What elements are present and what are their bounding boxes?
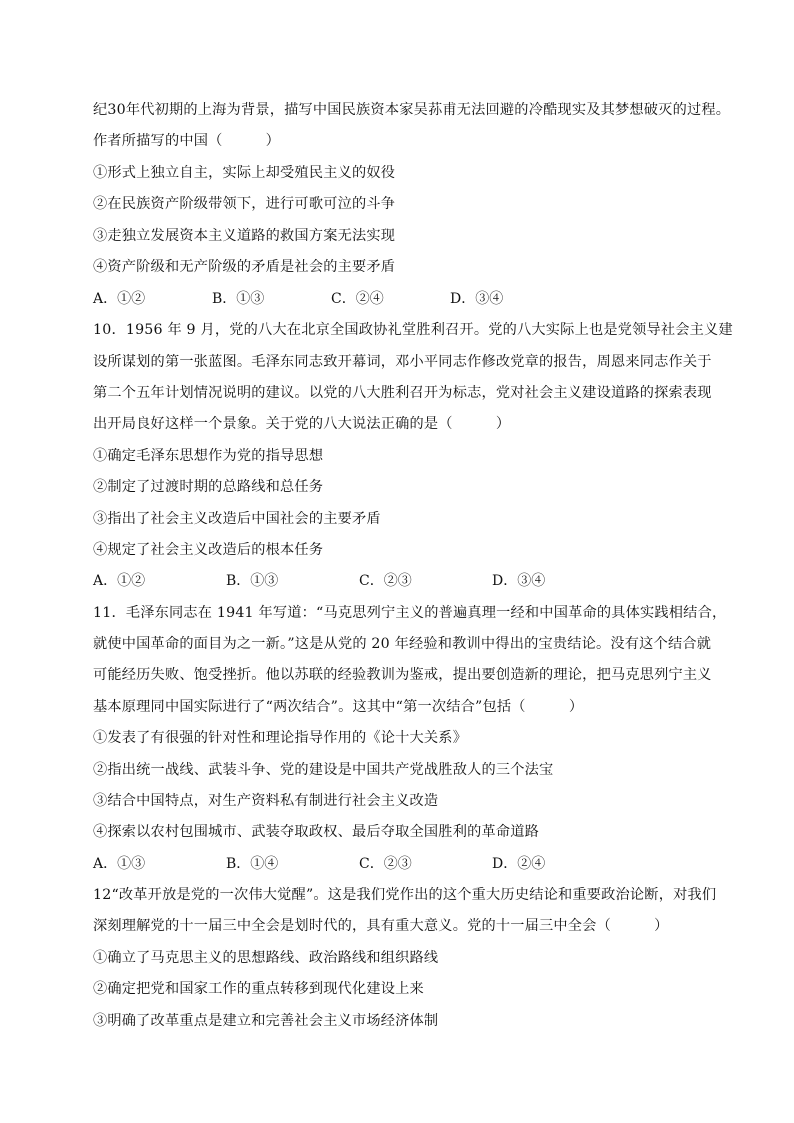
- q11-stem-line-3: 可能经历失败、饱受挫折。他以苏联的经验教训为鉴戒，提出要创造新的理论，把马克思列宁主义: [93, 667, 712, 683]
- q11-stem-line-4: 基本原理同中国实际进行了“两次结合”。这其中“第一次结合”包括（ ）: [93, 699, 584, 715]
- q10-item-4: ④规定了社会主义改造后的根本任务: [93, 542, 324, 558]
- q9-option-c: C．②④: [331, 291, 384, 307]
- q9-item-3: ③走独立发展资本主义道路的救国方案无法实现: [93, 228, 396, 244]
- q10-stem-line-1: 10．1956 年 9 月，党的八大在北京全国政协礼堂胜利召开。党的八大实际上也是党领导社会主义建: [93, 322, 733, 338]
- q11-option-b: B．①④: [226, 856, 279, 872]
- q11-item-2: ②指出统一战线、武装斗争、党的建设是中国共产党战胜敌人的三个法宝: [93, 762, 554, 778]
- q12-item-1: ①确立了马克思主义的思想路线、政治路线和组织路线: [93, 950, 439, 966]
- q12-item-3: ③明确了改革重点是建立和完善社会主义市场经济体制: [93, 1013, 439, 1029]
- q9-option-d: D．③④: [450, 291, 504, 307]
- q9-option-b: B．①③: [212, 291, 265, 307]
- intro-line-1: 纪30年代初期的上海为背景，描写中国民族资本家吴荪甫无法回避的冷酷现实及其梦想破灭的过程。: [93, 102, 731, 118]
- q10-stem-line-4: 出开局良好这样一个景象。关于党的八大说法正确的是（ ）: [93, 416, 511, 432]
- q11-option-c: C．②③: [359, 856, 412, 872]
- q10-item-2: ②制定了过渡时期的总路线和总任务: [93, 479, 324, 495]
- q9-option-a: A．①②: [93, 291, 146, 307]
- q12-stem-line-1: 12“改革开放是党的一次伟大觉醒”。这是我们党作出的这个重大历史结论和重要政治论断，对我们: [93, 887, 717, 903]
- q10-stem-line-3: 第二个五年计划情况说明的建议。以党的八大胜利召开为标志，党对社会主义建设道路的探索表现: [93, 385, 712, 401]
- q12-item-2: ②确定把党和国家工作的重点转移到现代化建设上来: [93, 981, 424, 997]
- q12-stem-line-2: 深刻理解党的十一届三中全会是划时代的，具有重大意义。党的十一届三中全会（ ）: [93, 918, 669, 934]
- q9-item-2: ②在民族资产阶级带领下，进行可歌可泣的斗争: [93, 196, 396, 212]
- q10-item-3: ③指出了社会主义改造后中国社会的主要矛盾: [93, 511, 381, 527]
- q11-item-3: ③结合中国特点，对生产资料私有制进行社会主义改造: [93, 793, 439, 809]
- q10-option-c: C．②③: [359, 573, 412, 589]
- q11-stem-line-1: 11．毛泽东同志在 1941 年写道：“马克思列宁主义的普遍真理一经和中国革命的具体实践相结合，: [93, 605, 727, 621]
- q10-stem-line-2: 设所谋划的第一张蓝图。毛泽东同志致开幕词，邓小平同志作修改党章的报告，周恩来同志作关于: [93, 354, 712, 370]
- q10-item-1: ①确定毛泽东思想作为党的指导思想: [93, 448, 324, 464]
- q11-item-1: ①发表了有很强的针对性和理论指导作用的《论十大关系》: [93, 730, 468, 746]
- q11-option-a: A．①③: [93, 856, 146, 872]
- q11-stem-line-2: 就使中国革命的面目为之一新。”这是从党的 20 年经验和教训中得出的宝贵结论。没有这个结合就: [93, 636, 712, 652]
- q9-item-4: ④资产阶级和无产阶级的矛盾是社会的主要矛盾: [93, 259, 396, 275]
- q10-option-d: D．③④: [492, 573, 546, 589]
- q10-option-b: B．①③: [226, 573, 279, 589]
- q11-option-d: D．②④: [492, 856, 546, 872]
- q11-item-4: ④探索以农村包围城市、武装夺取政权、最后夺取全国胜利的革命道路: [93, 824, 540, 840]
- q9-item-1: ①形式上独立自主，实际上却受殖民主义的奴役: [93, 165, 396, 181]
- intro-line-2: 作者所描写的中国（ ）: [93, 133, 281, 149]
- q10-option-a: A．①②: [93, 573, 146, 589]
